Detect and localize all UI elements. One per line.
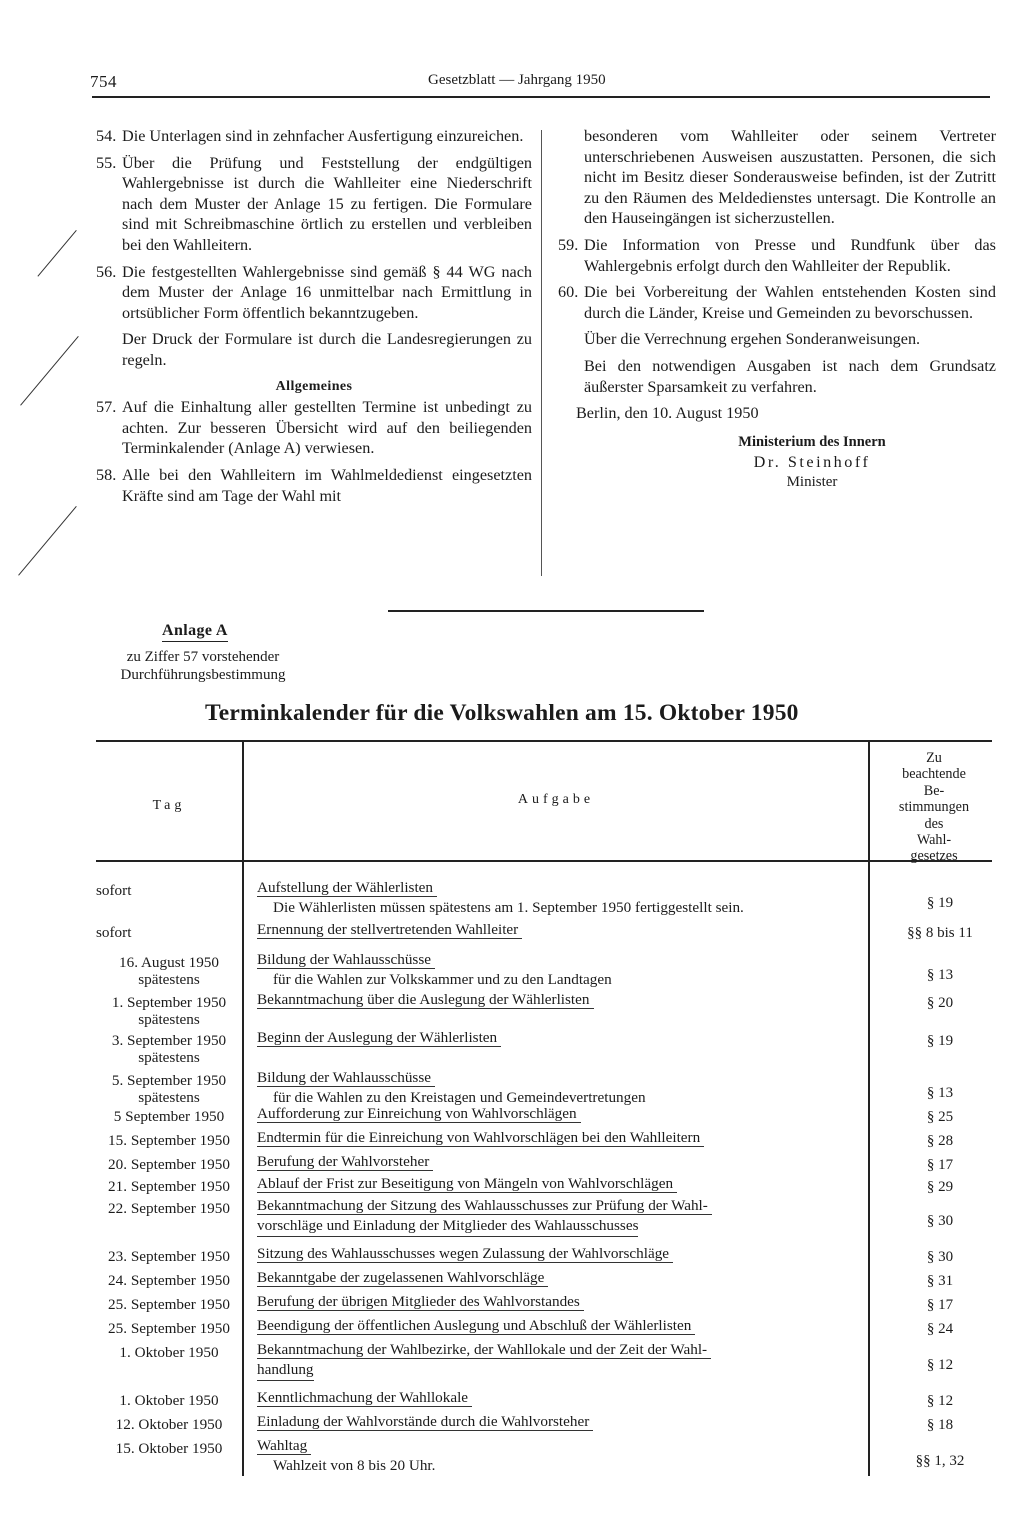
paragraph-text: Alle bei den Wahlleitern im Wahlmeldedienst eingesetzten Kräfte sind am Tage der Wahl mit (122, 465, 532, 505)
row-task (257, 1196, 867, 1237)
row-task (257, 1244, 867, 1264)
section-separator (388, 610, 704, 612)
row-task-detail: handlung (257, 1360, 314, 1381)
row-task-title: Berufung der übrigen Mitglieder des Wahlvorstandes (257, 1293, 584, 1311)
row-legal-reference: § 12 (926, 1357, 954, 1373)
row-task (257, 1152, 867, 1172)
margin-stroke (37, 230, 76, 277)
row-legal-reference: § 24 (926, 1321, 954, 1337)
row-date: 20. September 1950 (108, 1156, 230, 1173)
row-task-title: Sitzung des Wahlausschusses wegen Zulassung der Wahlvorschläge (257, 1245, 673, 1263)
column-header-provisions (872, 750, 996, 865)
row-task-detail: Wahlzeit von 8 bis 20 Uhr. (273, 1457, 436, 1474)
row-task (257, 990, 867, 1010)
row-date: 23. September 1950 (108, 1248, 230, 1265)
row-date: 5. September 1950 (111, 1072, 227, 1089)
paragraph-number: 57. (96, 398, 117, 417)
column-divider (541, 130, 542, 576)
paragraph-text: Die bei Vorbereitung der Wahlen entstehenden Kosten sind durch die Länder, Kreise und Gemeinden zu bevorschussen. (584, 283, 996, 322)
row-task (257, 1028, 867, 1048)
row-day (96, 1272, 242, 1289)
row-day (96, 882, 242, 899)
table-column-rule (868, 742, 870, 1476)
table-top-rule (96, 740, 992, 742)
row-task-title: Bekanntmachung der Sitzung des Wahlausschusses zur Prüfung der Wahl- (257, 1197, 712, 1215)
row-legal-reference: § 20 (926, 995, 954, 1011)
calendar-title: Terminkalender für die Volkswahlen am 15. Oktober 1950 (205, 700, 799, 726)
row-task-title: Bekanntmachung über die Auslegung der Wählerlisten (257, 991, 594, 1009)
row-date: 16. August 1950 (119, 954, 219, 971)
row-legal-reference: § 13 (926, 1085, 954, 1101)
column-header-day: Tag (152, 798, 186, 813)
row-day (96, 1200, 242, 1217)
row-task-detail: vorschläge und Einladung der Mitglieder des Wahlausschusses (257, 1216, 638, 1237)
header-line: Be- (923, 782, 945, 799)
row-date-qualifier: spätestens (138, 1089, 200, 1106)
row-task (257, 1340, 867, 1381)
annex-subtitle-line: zu Ziffer 57 vorstehender (126, 649, 280, 665)
row-day (96, 1072, 242, 1106)
row-date: 25. September 1950 (108, 1296, 230, 1313)
row-date: sofort (96, 882, 132, 899)
table-header-rule (96, 860, 992, 862)
row-task-title: Beendigung der öffentlichen Auslegung und Abschluß der Wählerlisten (257, 1317, 695, 1335)
row-date: 12. Oktober 1950 (115, 1416, 223, 1433)
row-day (96, 924, 242, 941)
row-date: 1. September 1950 (111, 994, 227, 1011)
row-task (257, 1128, 867, 1148)
paragraph-59 (558, 235, 996, 276)
row-day (96, 1178, 242, 1195)
row-date: sofort (96, 924, 132, 941)
row-date: 5 September 1950 (113, 1108, 225, 1125)
row-day (96, 954, 242, 988)
row-day (96, 1416, 242, 1433)
row-legal-reference: § 29 (926, 1179, 954, 1195)
row-task-detail: für die Wahlen zu den Kreistagen und Gemeindevertretungen (273, 1089, 646, 1106)
paragraph-60-continuation: Über die Verrechnung ergehen Sonderanweisungen. (584, 330, 921, 349)
row-legal-reference: § 30 (926, 1213, 954, 1229)
row-date: 25. September 1950 (108, 1320, 230, 1337)
row-legal-reference: § 31 (926, 1273, 954, 1289)
row-date-qualifier: spätestens (138, 1049, 200, 1066)
row-task-title: Wahltag (257, 1437, 311, 1455)
column-header-task: Aufgabe (517, 792, 595, 807)
row-day (96, 1248, 242, 1265)
header-line: des (924, 815, 944, 832)
row-task (257, 950, 867, 990)
row-date: 15. September 1950 (108, 1132, 230, 1149)
paragraph-58-continuation (558, 126, 996, 229)
row-task-detail: für die Wahlen zur Volkskammer und zu den Landtagen (273, 971, 612, 988)
row-legal-reference: § 17 (926, 1297, 954, 1313)
row-day (96, 1320, 242, 1337)
paragraph-55 (96, 153, 532, 256)
left-text-column (96, 126, 532, 512)
row-legal-reference: § 19 (926, 1033, 954, 1049)
row-date-qualifier: spätestens (138, 971, 200, 988)
header-line: beachtende (902, 766, 966, 783)
right-text-column (558, 126, 996, 491)
signature-place-date: Berlin, den 10. August 1950 (576, 404, 759, 423)
paragraph-56-continuation: Der Druck der Formulare ist durch die Landesregierungen zu regeln. (122, 330, 532, 369)
row-legal-reference: § 13 (926, 967, 954, 983)
row-task (257, 1174, 867, 1194)
signature-role: Minister (786, 473, 838, 490)
row-task-title: Ernennung der stellvertretenden Wahlleiter (257, 921, 522, 939)
section-heading: Allgemeines (275, 378, 353, 394)
row-day (96, 1132, 242, 1149)
paragraph-57 (96, 397, 532, 459)
annex-subtitle (96, 648, 310, 684)
row-legal-reference: § 18 (926, 1417, 954, 1433)
annex-title: Anlage A (162, 622, 228, 642)
row-task-title: Berufung der Wahlvorsteher (257, 1153, 433, 1171)
margin-stroke (18, 506, 77, 576)
row-date: 1. Oktober 1950 (119, 1344, 219, 1361)
row-task-title: Kenntlichmachung der Wahllokale (257, 1389, 472, 1407)
paragraph-60-continuation: Bei den notwendigen Ausgaben ist nach dem Grundsatz äußerster Sparsamkeit zu verfahren. (584, 356, 996, 396)
row-legal-reference: § 28 (926, 1133, 954, 1149)
row-task-title: Einladung der Wahlvorstände durch die Wahlvorsteher (257, 1413, 593, 1431)
paragraph-text: Die festgestellten Wahlergebnisse sind gemäß § 44 WG nach dem Muster der Anlage 16 unmittelbar nach Ermittlung in ortsüblicher Form öffentlich bekanntzugeben. (122, 262, 532, 322)
row-date: 3. September 1950 (111, 1032, 227, 1049)
header-rule (92, 96, 990, 98)
row-legal-reference: § 25 (926, 1109, 954, 1125)
row-date-qualifier: spätestens (138, 1011, 200, 1028)
row-task (257, 1268, 867, 1288)
row-task-title: Bekanntmachung der Wahlbezirke, der Wahllokale und der Zeit der Wahl- (257, 1341, 711, 1359)
row-task-detail: Die Wählerlisten müssen spätestens am 1. September 1950 fertiggestellt sein. (273, 899, 744, 916)
signature-ministry: Ministerium des Innern (738, 433, 886, 450)
row-task-title: Beginn der Auslegung der Wählerlisten (257, 1029, 501, 1047)
paragraph-number: 55. (96, 153, 117, 172)
row-legal-reference: § 17 (926, 1157, 954, 1173)
paragraph-number: 59. (558, 235, 579, 254)
signature-name: Dr. Steinhoff (753, 453, 871, 472)
row-task-title: Endtermin für die Einreichung von Wahlvorschlägen bei den Wahlleitern (257, 1129, 704, 1147)
paragraph-text: besonderen vom Wahlleiter oder seinem Vertreter unterschriebenen Ausweisen auszustatten. Personen, die sich nicht im Besitz dieser Sonderausweise befinden, ist der Zutritt zu den Räumen des Meldedienstes untersagt. Die Kontrolle an den Hauseingängen ist sicherzustellen. (584, 127, 996, 228)
row-legal-reference: §§ 1, 32 (915, 1453, 965, 1469)
row-day (96, 994, 242, 1028)
row-task-title: Bildung der Wahlausschüsse (257, 951, 435, 969)
paragraph-text: Die Information von Presse und Rundfunk über das Wahlergebnis erfolgt durch den Wahlleiter der Republik. (584, 235, 996, 275)
paragraph-number: 60. (558, 283, 579, 302)
row-task-title: Aufstellung der Wählerlisten (257, 879, 437, 897)
publication-title: Gesetzblatt — Jahrgang 1950 (428, 72, 606, 88)
row-date: 21. September 1950 (108, 1178, 230, 1195)
paragraph-number: 56. (96, 262, 117, 281)
row-task (257, 1388, 867, 1408)
row-task (257, 1436, 867, 1476)
row-date: 24. September 1950 (108, 1272, 230, 1289)
row-task (257, 1292, 867, 1312)
header-line: Zu (926, 750, 942, 766)
row-day (96, 1440, 242, 1457)
row-day (96, 1156, 242, 1173)
paragraph-58 (96, 465, 532, 506)
row-legal-reference: § 19 (926, 895, 954, 911)
row-task (257, 878, 867, 918)
row-day (96, 1032, 242, 1066)
paragraph-60 (558, 282, 996, 323)
table-column-rule (242, 742, 244, 1476)
row-task-title: Aufforderung zur Einreichung von Wahlvorschlägen (257, 1105, 581, 1123)
margin-stroke (20, 336, 79, 406)
paragraph-text: Auf die Einhaltung aller gestellten Termine ist unbedingt zu achten. Zur besseren Übersicht wird auf den beiliegenden Terminkalender (Anlage A) verwiesen. (122, 398, 532, 458)
row-date: 15. Oktober 1950 (115, 1440, 223, 1457)
row-task-title: Bildung der Wahlausschüsse (257, 1069, 435, 1087)
row-day (96, 1344, 242, 1361)
header-line: Wahl- (916, 832, 952, 849)
row-day (96, 1296, 242, 1313)
row-day (96, 1392, 242, 1409)
paragraph-number: 58. (96, 465, 117, 484)
paragraph-56 (96, 262, 532, 324)
header-line: gesetzes (910, 848, 958, 865)
header-line: stimmungen (898, 799, 970, 816)
row-legal-reference: §§ 8 bis 11 (907, 925, 973, 941)
row-task (257, 920, 867, 940)
row-date: 22. September 1950 (108, 1200, 230, 1217)
paragraph-number: 54. (96, 127, 117, 145)
page-number: 754 (90, 72, 117, 91)
row-task (257, 1316, 867, 1336)
row-task (257, 1412, 867, 1432)
row-task (257, 1068, 867, 1108)
paragraph-54 (96, 126, 532, 147)
row-task-title: Ablauf der Frist zur Beseitigung von Mängeln von Wahlvorschlägen (257, 1175, 677, 1193)
paragraph-text: Über die Prüfung und Feststellung der endgültigen Wahlergebnisse ist durch die Wahlleiter eine Niederschrift nach dem Muster der Anlage 15 zu fertigen. Die Formulare sind mit Schreibmaschine örtlich zu erstellen und verbleiben bei den Wahlleitern. (122, 153, 532, 254)
row-legal-reference: § 12 (926, 1393, 954, 1409)
row-task-title: Bekanntgabe der zugelassenen Wahlvorschläge (257, 1269, 548, 1287)
row-task (257, 1104, 867, 1124)
paragraph-text: Die Unterlagen sind in zehnfacher Ausfertigung einzureichen. (122, 127, 524, 145)
row-day (96, 1108, 242, 1125)
row-legal-reference: § 30 (926, 1249, 954, 1265)
row-date: 1. Oktober 1950 (119, 1392, 219, 1409)
annex-subtitle-line: Durchführungsbestimmung (120, 667, 286, 683)
